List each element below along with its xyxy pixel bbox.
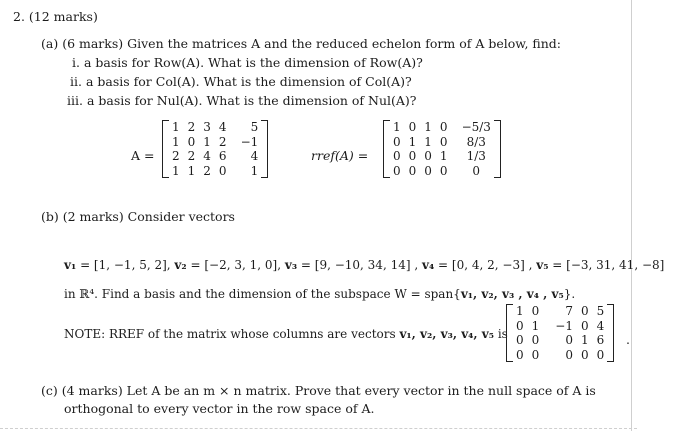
matrix-cell: 7 bbox=[565, 304, 573, 318]
matrix-cell: 1/3 bbox=[466, 149, 486, 163]
part-c-text-1: (4 marks) Let A be an m × n matrix. Prove that every vector in the null space of A is bbox=[61, 383, 596, 398]
matrix-cell: 0 bbox=[439, 120, 448, 134]
matrix-cell: 1 bbox=[580, 333, 589, 347]
bracket-right bbox=[494, 120, 501, 178]
matrix-a-label: A = bbox=[131, 148, 155, 163]
matrix-cell: 0 bbox=[531, 304, 540, 318]
part-b-label: (b) bbox=[41, 209, 59, 224]
matrix-cell: −5/3 bbox=[461, 120, 491, 134]
matrix-a bbox=[168, 120, 262, 178]
part-c-line-1 bbox=[41, 383, 596, 398]
part-b-task bbox=[64, 287, 575, 301]
page-edge-line bbox=[631, 0, 632, 431]
matrix-cell: 0 bbox=[565, 347, 573, 362]
matrix-cell: 1 bbox=[172, 134, 180, 149]
vector-v2-value: = [−2, 3, 1, 0], bbox=[190, 258, 282, 272]
matrix-cell: 1 bbox=[424, 120, 432, 134]
matrix-cell: 0 bbox=[531, 347, 540, 362]
matrix-rref-a-table bbox=[389, 120, 495, 178]
matrix-cell: 0 bbox=[516, 347, 524, 362]
matrix-cell: 0 bbox=[393, 163, 401, 178]
matrix-cell: 4 bbox=[218, 120, 227, 134]
question-number: 2. bbox=[13, 9, 25, 24]
matrix-cell: −1 bbox=[555, 318, 573, 333]
part-c-label: (c) bbox=[41, 383, 58, 398]
matrix-cell: 0 bbox=[187, 134, 196, 149]
task-vectors: v₁, v₂, v₃ , v₄ , v₅ bbox=[460, 287, 564, 301]
matrix-cell: 2 bbox=[187, 149, 196, 163]
matrix-cell: 1 bbox=[408, 134, 417, 149]
matrix-rref-a bbox=[389, 120, 495, 178]
matrix-cell: 1 bbox=[172, 163, 180, 178]
matrix-cell: 5 bbox=[596, 304, 605, 318]
matrix-cell: 2 bbox=[187, 120, 196, 134]
matrix-cell: 1 bbox=[393, 120, 401, 134]
vector-list bbox=[64, 258, 664, 272]
item-text: a basis for Row(A). What is the dimension of Row(A)? bbox=[83, 55, 423, 70]
vector-v4-value: = [0, 4, 2, −3] , bbox=[438, 258, 533, 272]
matrix-cell: 0 bbox=[408, 149, 417, 163]
part-a-intro-line bbox=[41, 36, 561, 51]
matrix-cell: 0 bbox=[439, 163, 448, 178]
matrix-cell: 0 bbox=[439, 134, 448, 149]
matrix-rref-b-table bbox=[512, 304, 608, 362]
matrix-cell: 0 bbox=[424, 149, 432, 163]
matrix-cell: 0 bbox=[424, 163, 432, 178]
question-header bbox=[13, 9, 98, 24]
matrix-cell: 3 bbox=[203, 120, 211, 134]
vector-v4-name: v₄ bbox=[421, 258, 435, 272]
part-b-intro-line bbox=[41, 209, 235, 224]
vector-v2-name: v₂ bbox=[174, 258, 187, 272]
part-a-item-1 bbox=[72, 55, 423, 70]
matrix-cell: 0 bbox=[516, 333, 524, 347]
bracket-left bbox=[506, 304, 513, 362]
note-vectors: v₁, v₂, v₃, v₄, v₅ bbox=[399, 327, 495, 341]
part-a-item-2 bbox=[70, 74, 412, 89]
matrix-cell: 0 bbox=[580, 347, 589, 362]
matrix-cell: 0 bbox=[596, 347, 605, 362]
vector-v1-value: = [1, −1, 5, 2], bbox=[80, 258, 171, 272]
matrix-cell: 0 bbox=[408, 120, 417, 134]
task-suffix: }. bbox=[563, 287, 576, 301]
matrix-cell: 0 bbox=[393, 149, 401, 163]
matrix-cell: 1 bbox=[439, 149, 448, 163]
matrix-trailing-period: . bbox=[626, 332, 630, 347]
part-c-text-2: orthogonal to every vector in the row space of A. bbox=[64, 401, 375, 416]
matrix-cell: 2 bbox=[203, 163, 211, 178]
matrix-cell: 0 bbox=[580, 318, 589, 333]
bottom-divider bbox=[0, 428, 637, 429]
part-b-note bbox=[64, 327, 508, 341]
item-number: iii. bbox=[67, 93, 83, 108]
matrix-cell: 2 bbox=[218, 134, 227, 149]
part-a-intro: (6 marks) Given the matrices A and the reduced echelon form of A below, find: bbox=[62, 36, 562, 51]
matrix-cell: 4 bbox=[250, 149, 259, 163]
part-b-intro: (2 marks) Consider vectors bbox=[62, 209, 235, 224]
matrix-cell: 0 bbox=[408, 163, 417, 178]
matrix-cell: 6 bbox=[218, 149, 227, 163]
note-suffix: is bbox=[494, 327, 508, 341]
matrix-cell: 0 bbox=[516, 318, 524, 333]
vector-v5-value: = [−3, 31, 41, −8] bbox=[552, 258, 665, 272]
matrix-cell: 0 bbox=[393, 134, 401, 149]
bracket-right bbox=[607, 304, 614, 362]
matrix-cell: 6 bbox=[596, 333, 605, 347]
matrix-cell: 1 bbox=[516, 304, 524, 318]
vector-v5-name: v₅ bbox=[536, 258, 549, 272]
rref-label: rref(A) = bbox=[311, 148, 369, 163]
item-text: a basis for Col(A). What is the dimension of Col(A)? bbox=[85, 74, 412, 89]
matrix-cell: 4 bbox=[596, 318, 605, 333]
matrix-cell: 1 bbox=[203, 134, 211, 149]
matrix-cell: 0 bbox=[580, 304, 589, 318]
matrix-cell: 0 bbox=[218, 163, 227, 178]
vector-v3-value: = [9, −10, 34, 14] , bbox=[300, 258, 419, 272]
matrix-cell: 2 bbox=[172, 149, 180, 163]
matrix-cell: 1 bbox=[172, 120, 180, 134]
matrix-cell: 8/3 bbox=[466, 134, 486, 149]
part-a-label: (a) bbox=[41, 36, 59, 51]
matrix-cell: 1 bbox=[187, 163, 196, 178]
task-prefix: in ℝ⁴. Find a basis and the dimension of the subspace W = span{ bbox=[64, 287, 461, 301]
part-a-item-3 bbox=[67, 93, 416, 108]
bracket-right bbox=[261, 120, 268, 178]
matrix-cell: 1 bbox=[424, 134, 432, 149]
matrix-cell: 0 bbox=[531, 333, 540, 347]
bracket-left bbox=[162, 120, 169, 178]
item-text: a basis for Nul(A). What is the dimension of Nul(A)? bbox=[86, 93, 417, 108]
bracket-left bbox=[383, 120, 390, 178]
matrix-cell: 1 bbox=[250, 163, 259, 178]
matrix-cell: 4 bbox=[203, 149, 211, 163]
matrix-rref-b bbox=[512, 304, 608, 362]
matrix-cell: 1 bbox=[531, 318, 540, 333]
vector-v1-name: v₁ bbox=[64, 258, 77, 272]
vector-v3-name: v₃ bbox=[284, 258, 298, 272]
matrix-cell: 0 bbox=[472, 163, 481, 178]
item-number: i. bbox=[72, 55, 80, 70]
matrix-a-table bbox=[168, 120, 262, 178]
matrix-cell: −1 bbox=[240, 134, 259, 149]
note-prefix: NOTE: RREF of the matrix whose columns are vectors bbox=[64, 327, 400, 341]
question-marks: (12 marks) bbox=[28, 9, 98, 24]
matrix-cell: 5 bbox=[250, 120, 259, 134]
matrix-cell: 0 bbox=[565, 333, 573, 347]
item-number: ii. bbox=[70, 74, 82, 89]
